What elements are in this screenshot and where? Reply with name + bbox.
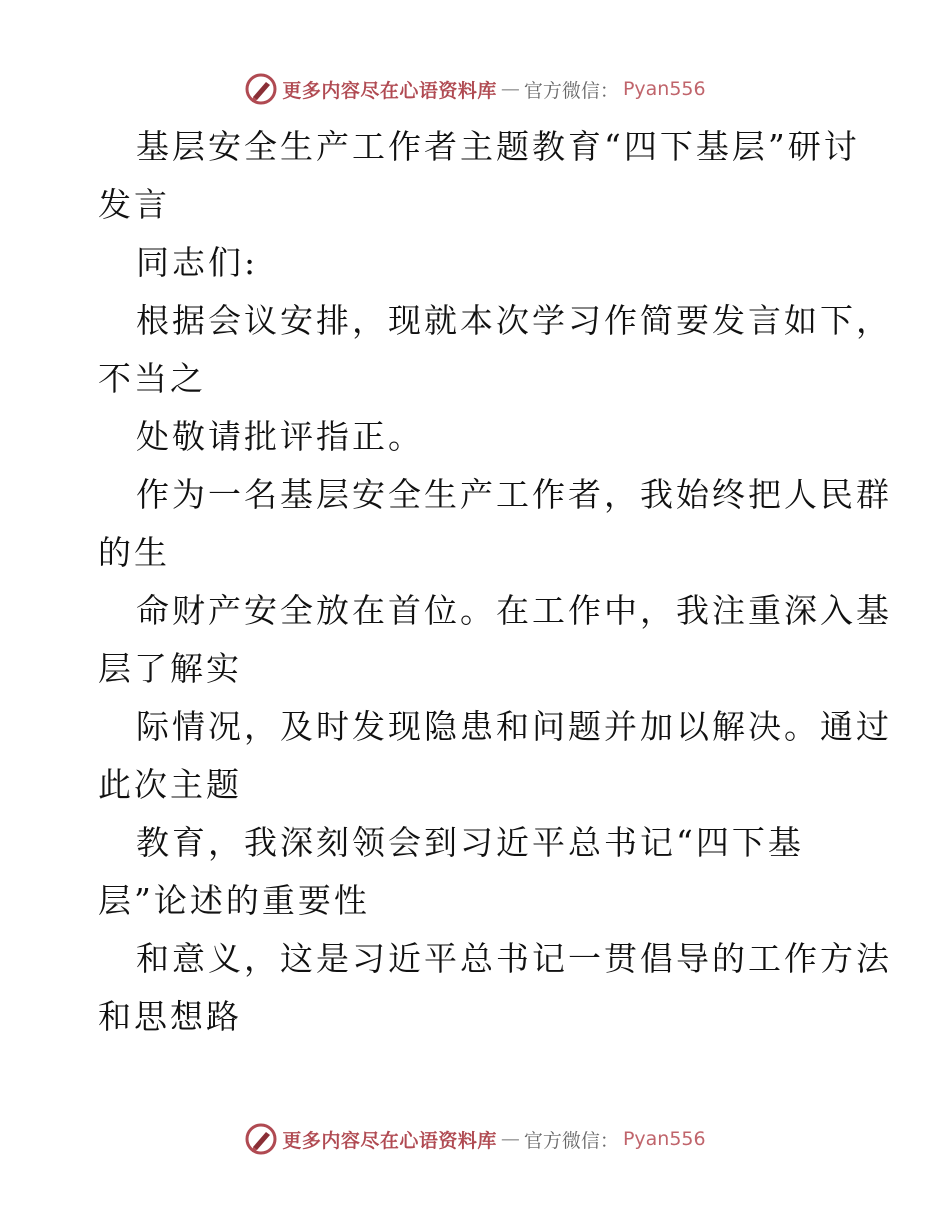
pen-circle-logo-icon	[244, 1122, 278, 1156]
document-body	[98, 118, 892, 1046]
watermark-separator: —	[500, 78, 520, 100]
watermark-main-text: 更多内容尽在心语资料库	[282, 79, 497, 102]
text-line: 的生	[98, 533, 170, 572]
text-line: 层”论述的重要性	[98, 881, 370, 920]
text-line: 此次主题	[98, 765, 242, 804]
pen-circle-logo-icon	[244, 72, 278, 106]
text-line: 和思想路	[98, 997, 242, 1036]
watermark-id: Pyan556	[622, 78, 706, 100]
text-line: 际情况，及时发现隐患和问题并加以解决。通过	[136, 707, 892, 746]
watermark-id: Pyan556	[622, 1128, 706, 1150]
text-line: 命财产安全放在首位。在工作中，我注重深入基	[136, 591, 892, 630]
header-watermark	[0, 72, 950, 106]
text-line: 和意义，这是习近平总书记一贯倡导的工作方法	[136, 939, 892, 978]
text-line: 发言	[98, 185, 170, 224]
text-line: 教育，我深刻领会到习近平总书记“四下基	[136, 823, 804, 862]
text-line: 层了解实	[98, 649, 242, 688]
text-line: 处敬请批评指正。	[136, 417, 424, 456]
text-line: 同志们:	[136, 243, 259, 282]
watermark-main-text: 更多内容尽在心语资料库	[282, 1129, 497, 1152]
watermark-side-text: 官方微信：	[523, 79, 619, 102]
text-line: 基层安全生产工作者主题教育“四下基层”研讨	[136, 127, 860, 166]
watermark-side-text: 官方微信：	[523, 1129, 619, 1152]
watermark-separator: —	[500, 1128, 520, 1150]
footer-watermark	[0, 1122, 950, 1156]
text-line: 根据会议安排，现就本次学习作简要发言如下，	[136, 301, 892, 340]
text-line: 不当之	[98, 359, 206, 398]
text-line: 作为一名基层安全生产工作者，我始终把人民群	[136, 475, 892, 514]
